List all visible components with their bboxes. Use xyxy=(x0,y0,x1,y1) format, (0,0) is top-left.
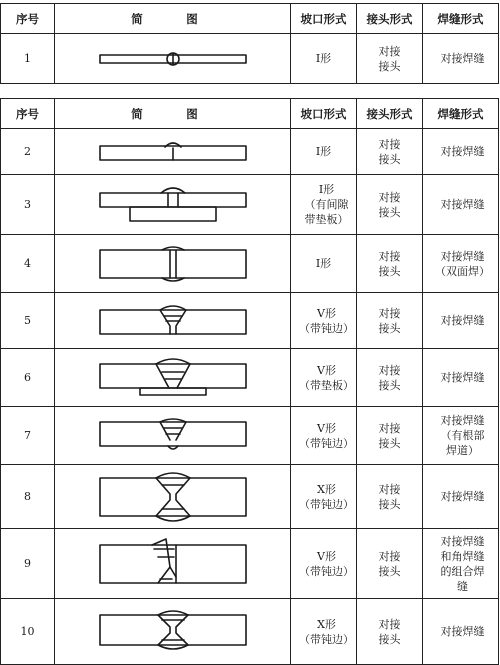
bevel-type: V形 （带钝边） xyxy=(291,293,357,349)
weld-type: 对接焊缝 xyxy=(423,34,499,84)
weld-type: 对接焊缝 xyxy=(423,129,499,175)
bevel-type: X形 （带钝边） xyxy=(291,599,357,665)
bevel-type: I形 xyxy=(291,129,357,175)
joint-type: 对接 接头 xyxy=(357,465,423,529)
sketch-cell xyxy=(55,529,291,599)
weld-sketch-9 xyxy=(98,537,248,591)
header-no: 序号 xyxy=(1,4,55,34)
weld-sketch-10 xyxy=(98,609,248,655)
table-row xyxy=(1,599,499,665)
weld-sketch-1 xyxy=(98,49,248,69)
row-number: 4 xyxy=(1,235,55,293)
bevel-type: I形 xyxy=(291,34,357,84)
row-number: 5 xyxy=(1,293,55,349)
row-number: 3 xyxy=(1,175,55,235)
weld-sketch-7 xyxy=(98,418,248,454)
header-sketch: 简 图 xyxy=(55,4,291,34)
sketch-cell xyxy=(55,175,291,235)
sketch-cell xyxy=(55,349,291,407)
bevel-type: V形 （带垫板） xyxy=(291,349,357,407)
weld-type: 对接焊缝 xyxy=(423,599,499,665)
weld-table-main xyxy=(0,98,499,665)
row-number: 7 xyxy=(1,407,55,465)
header-weld: 焊缝形式 xyxy=(423,4,499,34)
header-sketch: 简 图 xyxy=(55,99,291,129)
header-bevel: 坡口形式 xyxy=(291,4,357,34)
sketch-cell xyxy=(55,465,291,529)
table-row xyxy=(1,129,499,175)
sketch-cell xyxy=(55,235,291,293)
joint-type: 对接 接头 xyxy=(357,407,423,465)
table-row xyxy=(1,34,499,84)
bevel-type: V形 （带钝边） xyxy=(291,529,357,599)
weld-table-top xyxy=(0,3,499,84)
joint-type: 对接 接头 xyxy=(357,349,423,407)
joint-type: 对接 接头 xyxy=(357,235,423,293)
table-row xyxy=(1,175,499,235)
table-row xyxy=(1,235,499,293)
header-bevel: 坡口形式 xyxy=(291,99,357,129)
weld-sketch-5 xyxy=(98,304,248,338)
header-no: 序号 xyxy=(1,99,55,129)
weld-type: 对接焊缝 （有根部 焊道） xyxy=(423,407,499,465)
table-row xyxy=(1,349,499,407)
weld-sketch-2 xyxy=(98,139,248,165)
row-number: 6 xyxy=(1,349,55,407)
row-number: 8 xyxy=(1,465,55,529)
weld-sketch-4 xyxy=(98,246,248,282)
sketch-cell xyxy=(55,599,291,665)
weld-type: 对接焊缝 xyxy=(423,175,499,235)
weld-sketch-8 xyxy=(98,472,248,522)
weld-type: 对接焊缝 xyxy=(423,465,499,529)
header-weld: 焊缝形式 xyxy=(423,99,499,129)
bevel-type: X形 （带钝边） xyxy=(291,465,357,529)
weld-type: 对接焊缝 （双面焊） xyxy=(423,235,499,293)
weld-type: 对接焊缝 和角焊缝 的组合焊 缝 xyxy=(423,529,499,599)
weld-sketch-6 xyxy=(98,358,248,398)
joint-type: 对接 接头 xyxy=(357,129,423,175)
table-row xyxy=(1,293,499,349)
sketch-cell xyxy=(55,34,291,84)
bevel-type: V形 （带钝边） xyxy=(291,407,357,465)
joint-type: 对接 接头 xyxy=(357,34,423,84)
row-number: 2 xyxy=(1,129,55,175)
table-row xyxy=(1,407,499,465)
table-row xyxy=(1,465,499,529)
header-joint: 接头形式 xyxy=(357,99,423,129)
table-row xyxy=(1,529,499,599)
sketch-cell xyxy=(55,293,291,349)
sketch-cell xyxy=(55,407,291,465)
row-number: 10 xyxy=(1,599,55,665)
weld-type: 对接焊缝 xyxy=(423,349,499,407)
row-number: 9 xyxy=(1,529,55,599)
bevel-type: I形 xyxy=(291,235,357,293)
weld-type: 对接焊缝 xyxy=(423,293,499,349)
bevel-type: I形 （有间隙 带垫板） xyxy=(291,175,357,235)
joint-type: 对接 接头 xyxy=(357,175,423,235)
weld-sketch-3 xyxy=(98,183,248,227)
sketch-cell xyxy=(55,129,291,175)
joint-type: 对接 接头 xyxy=(357,529,423,599)
joint-type: 对接 接头 xyxy=(357,599,423,665)
row-number: 1 xyxy=(1,34,55,84)
header-joint: 接头形式 xyxy=(357,4,423,34)
joint-type: 对接 接头 xyxy=(357,293,423,349)
